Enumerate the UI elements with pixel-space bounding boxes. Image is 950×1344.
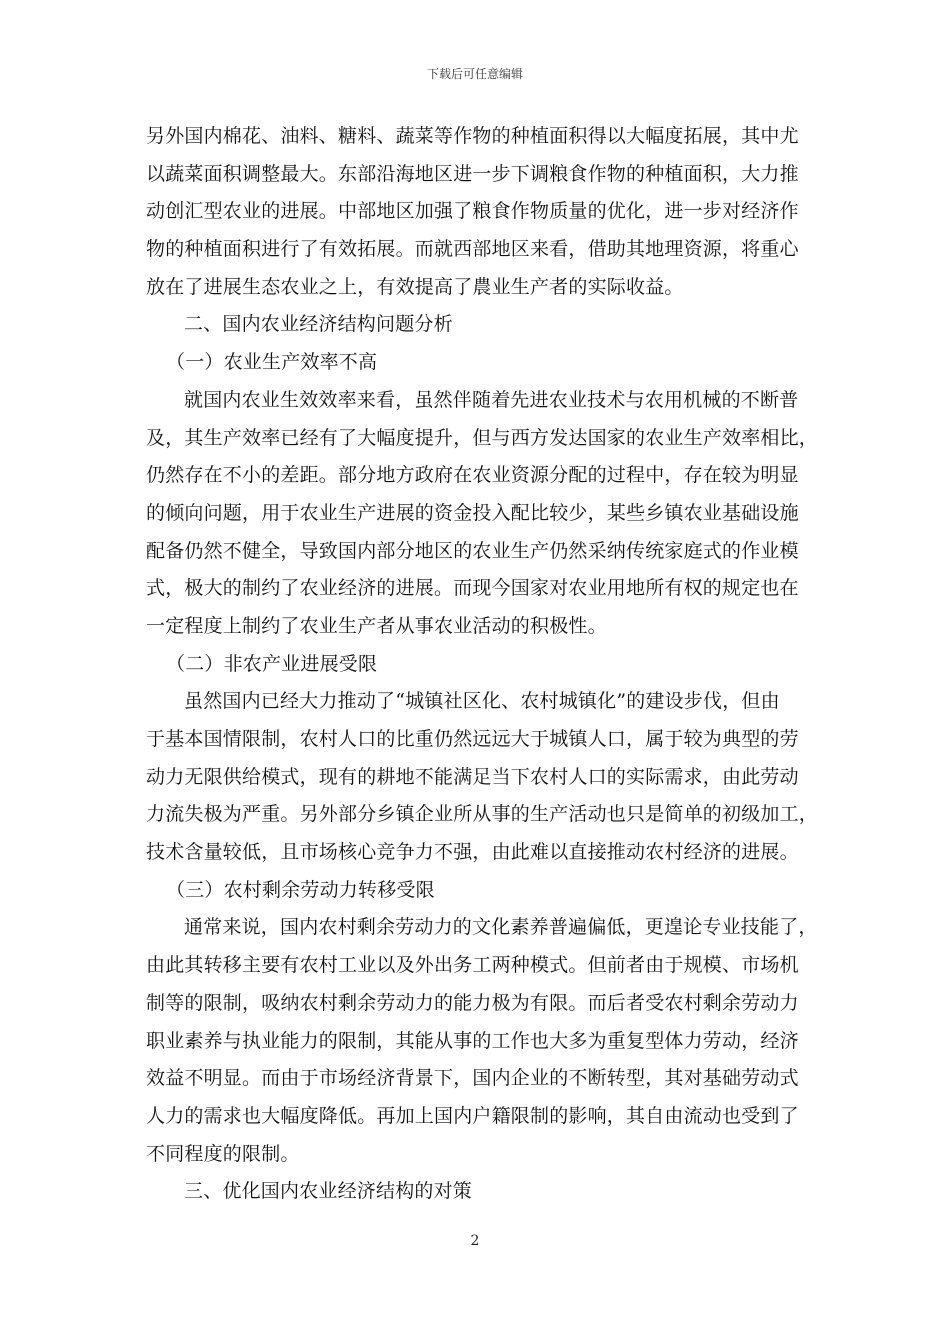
text-line: 动力无限供给模式，现有的耕地不能满足当下农村人口的实际需求，由此劳动	[146, 765, 799, 788]
text-line: 于基本国情限制，农村人口的比重仍然远远大于城镇人口，属于较为典型的劳	[146, 728, 799, 750]
page-number: 2	[470, 1233, 480, 1249]
text-line: 以蔬菜面积调整最大。东部沿海地区进一步下调粮食作物的种植面积，大力推	[146, 162, 799, 185]
section-heading: 二、国内农业经济结构问题分析	[184, 313, 453, 336]
text-line: 制等的限制，吸纳农村剩余劳动力的能力极为有限。而后者受农村剩余劳动力	[146, 991, 799, 1014]
subsection-heading: （一）农业生产效率不高	[166, 351, 378, 374]
text-line: 配备仍然不健全，导致国内部分地区的农业生产仍然采纳传统家庭式的作业模	[146, 539, 799, 562]
text-line: 及，其生产效率已经有了大幅度提升，但与西方发达国家的农业生产效率相比，	[146, 426, 819, 449]
subsection-heading: （二）非农产业进展受限	[166, 652, 378, 675]
document-body	[146, 118, 819, 1211]
text-line: 式，极大的制约了农业经济的进展。而现今国家对农业用地所有权的规定也在	[146, 577, 799, 600]
text-line: 虽然国内已经大力推动了“城镇社区化、农村城镇化”的建设步伐，但由	[184, 690, 780, 713]
page-header: 下载后可任意编辑	[426, 67, 523, 81]
text-line: 另外国内棉花、油料、糖料、蔬菜等作物的种植面积得以大幅度拓展，其中尤	[146, 125, 799, 147]
text-line: 动创汇型农业的进展。中部地区加强了粮食作物质量的优化，进一步对经济作	[146, 200, 799, 223]
text-line: 职业素养与执业能力的限制，其能从事的工作也大多为重复型体力劳动，经济	[146, 1029, 799, 1052]
text-line: 仍然存在不小的差距。部分地方政府在农业资源分配的过程中，存在较为明显	[146, 464, 799, 487]
subsection-heading: （三）农村剩余劳动力转移受限	[166, 878, 435, 901]
text-line: 通常来说，国内农村剩余劳动力的文化素养普遍偏低，更遑论专业技能了，	[184, 916, 818, 939]
text-line: 就国内农业生效效率来看，虽然伴随着先进农业技术与农用机械的不断普	[184, 388, 799, 411]
text-line: 物的种植面积进行了有效拓展。而就西部地区来看，借助其地理资源，将重心	[146, 238, 799, 261]
text-line: 不同程度的限制。	[146, 1142, 300, 1165]
text-line: 一定程度上制约了农业生产者从事农业活动的积极性。	[146, 614, 607, 637]
text-line: 由此其转移主要有农村工业以及外出务工两种模式。但前者由于规模、市场机	[146, 954, 799, 977]
text-line: 人力的需求也大幅度降低。再加上国内户籍限制的影响，其自由流动也受到了	[146, 1104, 799, 1127]
text-line: 放在了进展生态农业之上，有效提高了農业生产者的实际收益。	[146, 275, 684, 298]
text-line: 的倾向问题，用于农业生产进展的资金投入配比较少，某些乡镇农业基础设施	[146, 501, 799, 524]
text-line: 效益不明显。而由于市场经济背景下，国内企业的不断转型，其对基础劳动式	[146, 1067, 799, 1090]
section-heading: 三、优化国内农业经济结构的对策	[184, 1180, 473, 1203]
text-line: 技术含量较低，且市场核心竞争力不强，由此难以直接推动农村经济的进展。	[146, 841, 799, 864]
text-line: 力流失极为严重。另外部分乡镇企业所从事的生产活动也只是简单的初级加工，	[146, 803, 819, 826]
